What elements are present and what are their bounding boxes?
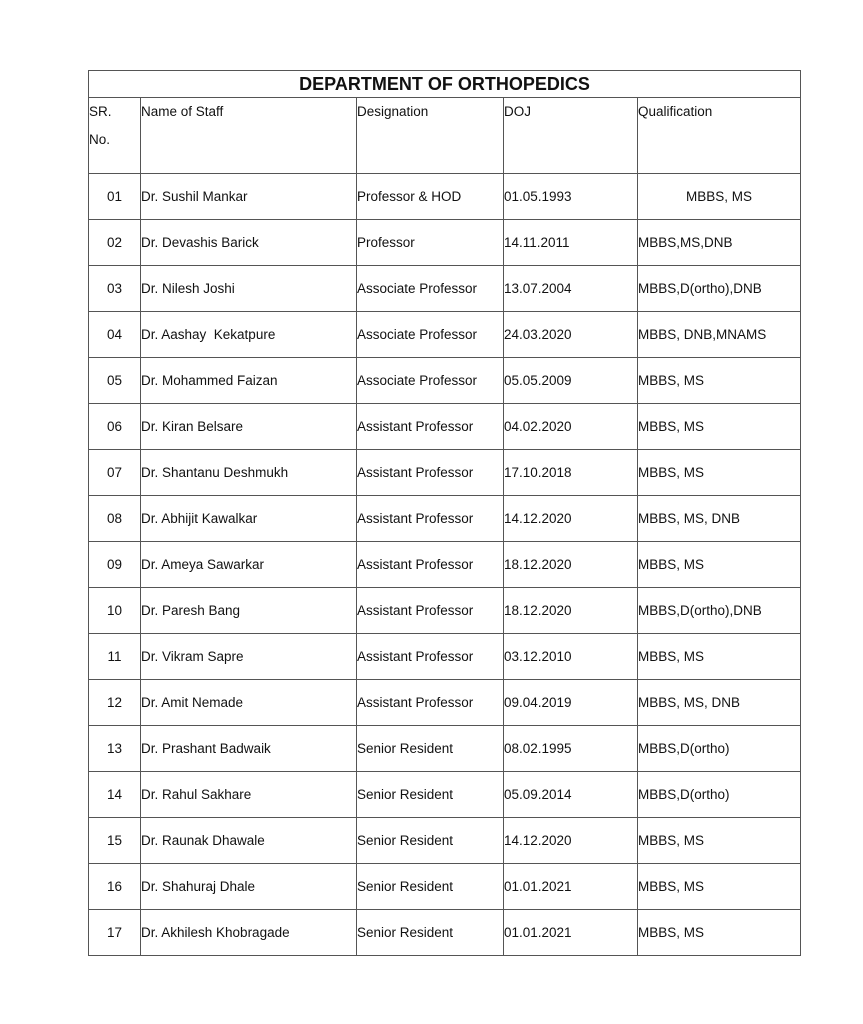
cell-doj: 01.01.2021 — [504, 910, 638, 956]
cell-qualification: MBBS, MS, DNB — [638, 496, 801, 542]
cell-sr-no: 07 — [89, 450, 141, 496]
cell-designation: Senior Resident — [357, 772, 504, 818]
cell-sr-no: 12 — [89, 680, 141, 726]
cell-staff-name: Dr. Devashis Barick — [141, 220, 357, 266]
cell-staff-name: Dr. Rahul Sakhare — [141, 772, 357, 818]
header-qualification: Qualification — [638, 98, 801, 174]
cell-qualification: MBBS, MS — [638, 910, 801, 956]
cell-doj: 14.12.2020 — [504, 818, 638, 864]
cell-designation: Assistant Professor — [357, 542, 504, 588]
cell-staff-name: Dr. Nilesh Joshi — [141, 266, 357, 312]
cell-staff-name: Dr. Vikram Sapre — [141, 634, 357, 680]
cell-qualification: MBBS, MS — [638, 634, 801, 680]
cell-staff-name: Dr. Kiran Belsare — [141, 404, 357, 450]
cell-qualification: MBBS,MS,DNB — [638, 220, 801, 266]
cell-designation: Senior Resident — [357, 864, 504, 910]
cell-designation: Senior Resident — [357, 910, 504, 956]
table-row — [89, 312, 801, 358]
cell-staff-name: Dr. Raunak Dhawale — [141, 818, 357, 864]
header-sr-no — [89, 98, 141, 174]
table-row — [89, 496, 801, 542]
cell-sr-no: 13 — [89, 726, 141, 772]
cell-doj: 24.03.2020 — [504, 312, 638, 358]
cell-staff-name: Dr. Prashant Badwaik — [141, 726, 357, 772]
cell-designation: Assistant Professor — [357, 588, 504, 634]
cell-staff-name: Dr. Mohammed Faizan — [141, 358, 357, 404]
table-row — [89, 542, 801, 588]
table-row — [89, 634, 801, 680]
table-row — [89, 588, 801, 634]
cell-doj: 01.05.1993 — [504, 174, 638, 220]
cell-sr-no: 02 — [89, 220, 141, 266]
cell-sr-no: 10 — [89, 588, 141, 634]
department-title: DEPARTMENT OF ORTHOPEDICS — [89, 71, 801, 98]
cell-sr-no: 09 — [89, 542, 141, 588]
staff-table — [88, 70, 801, 956]
cell-sr-no: 14 — [89, 772, 141, 818]
cell-doj: 13.07.2004 — [504, 266, 638, 312]
cell-sr-no: 04 — [89, 312, 141, 358]
cell-sr-no: 15 — [89, 818, 141, 864]
cell-designation: Professor — [357, 220, 504, 266]
cell-sr-no: 03 — [89, 266, 141, 312]
table-row — [89, 680, 801, 726]
cell-designation: Associate Professor — [357, 358, 504, 404]
table-row — [89, 220, 801, 266]
cell-designation: Senior Resident — [357, 818, 504, 864]
cell-staff-name: Dr. Aashay Kekatpure — [141, 312, 357, 358]
cell-doj: 18.12.2020 — [504, 588, 638, 634]
cell-qualification: MBBS, MS — [638, 542, 801, 588]
table-body — [89, 71, 801, 956]
cell-qualification: MBBS, MS, DNB — [638, 680, 801, 726]
table-row — [89, 358, 801, 404]
cell-doj: 03.12.2010 — [504, 634, 638, 680]
table-row — [89, 450, 801, 496]
cell-designation: Assistant Professor — [357, 680, 504, 726]
cell-qualification: MBBS, MS — [638, 404, 801, 450]
cell-sr-no: 17 — [89, 910, 141, 956]
cell-staff-name: Dr. Shantanu Deshmukh — [141, 450, 357, 496]
header-sr-line2: No. — [89, 132, 111, 147]
cell-designation: Assistant Professor — [357, 404, 504, 450]
cell-qualification: MBBS, MS — [638, 864, 801, 910]
cell-sr-no: 01 — [89, 174, 141, 220]
cell-sr-no: 16 — [89, 864, 141, 910]
cell-sr-no: 05 — [89, 358, 141, 404]
cell-designation: Professor & HOD — [357, 174, 504, 220]
cell-staff-name: Dr. Sushil Mankar — [141, 174, 357, 220]
cell-staff-name: Dr. Ameya Sawarkar — [141, 542, 357, 588]
cell-doj: 01.01.2021 — [504, 864, 638, 910]
cell-designation: Senior Resident — [357, 726, 504, 772]
table-row — [89, 266, 801, 312]
table-row — [89, 910, 801, 956]
cell-designation: Assistant Professor — [357, 496, 504, 542]
cell-sr-no: 06 — [89, 404, 141, 450]
cell-doj: 05.05.2009 — [504, 358, 638, 404]
cell-staff-name: Dr. Amit Nemade — [141, 680, 357, 726]
cell-sr-no: 11 — [89, 634, 141, 680]
cell-qualification: MBBS, MS — [638, 174, 801, 220]
cell-staff-name: Dr. Shahuraj Dhale — [141, 864, 357, 910]
cell-doj: 14.12.2020 — [504, 496, 638, 542]
cell-doj: 09.04.2019 — [504, 680, 638, 726]
cell-doj: 08.02.1995 — [504, 726, 638, 772]
cell-qualification: MBBS, MS — [638, 358, 801, 404]
cell-qualification: MBBS, DNB,MNAMS — [638, 312, 801, 358]
header-designation: Designation — [357, 98, 504, 174]
header-name: Name of Staff — [141, 98, 357, 174]
cell-qualification: MBBS,D(ortho),DNB — [638, 588, 801, 634]
table-row — [89, 174, 801, 220]
header-doj: DOJ — [504, 98, 638, 174]
table-row — [89, 404, 801, 450]
cell-doj: 04.02.2020 — [504, 404, 638, 450]
cell-designation: Associate Professor — [357, 266, 504, 312]
cell-qualification: MBBS,D(ortho) — [638, 726, 801, 772]
cell-staff-name: Dr. Akhilesh Khobragade — [141, 910, 357, 956]
table-row — [89, 818, 801, 864]
cell-staff-name: Dr. Paresh Bang — [141, 588, 357, 634]
cell-doj: 18.12.2020 — [504, 542, 638, 588]
cell-qualification: MBBS,D(ortho),DNB — [638, 266, 801, 312]
table-row — [89, 864, 801, 910]
cell-designation: Assistant Professor — [357, 450, 504, 496]
cell-qualification: MBBS, MS — [638, 450, 801, 496]
title-row — [89, 71, 801, 98]
header-row — [89, 98, 801, 174]
table-row — [89, 726, 801, 772]
cell-doj: 14.11.2011 — [504, 220, 638, 266]
cell-sr-no: 08 — [89, 496, 141, 542]
cell-qualification: MBBS,D(ortho) — [638, 772, 801, 818]
cell-designation: Assistant Professor — [357, 634, 504, 680]
cell-qualification: MBBS, MS — [638, 818, 801, 864]
cell-staff-name: Dr. Abhijit Kawalkar — [141, 496, 357, 542]
header-sr-line1: SR. — [89, 104, 112, 119]
cell-doj: 17.10.2018 — [504, 450, 638, 496]
table-row — [89, 772, 801, 818]
cell-designation: Associate Professor — [357, 312, 504, 358]
cell-doj: 05.09.2014 — [504, 772, 638, 818]
